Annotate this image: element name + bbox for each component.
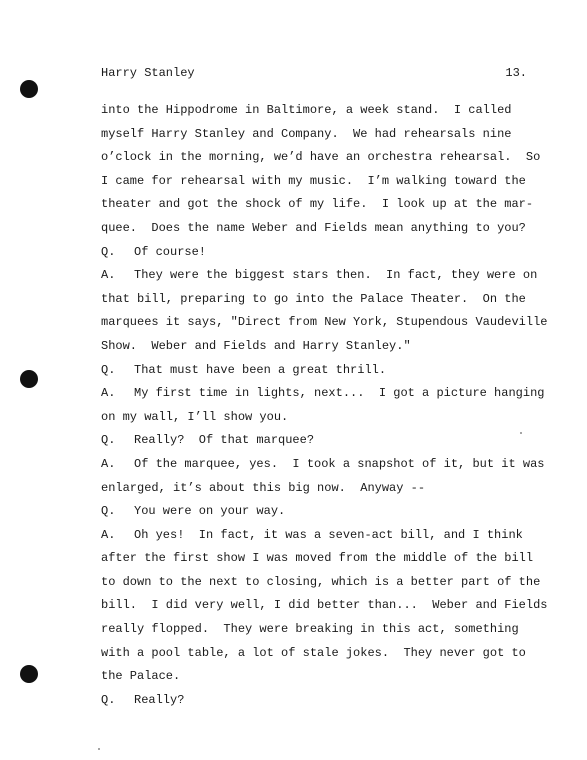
line-text: the Palace. xyxy=(101,669,181,684)
transcript-line xyxy=(101,617,531,641)
line-text: Of the marquee, yes. I took a snapshot of it, but it was xyxy=(134,456,545,471)
transcript-line xyxy=(101,216,531,240)
line-text: o’clock in the morning, we’d have an orchestra rehearsal. So xyxy=(101,150,541,165)
transcript-line xyxy=(101,476,531,500)
line-text: really flopped. They were breaking in this act, something xyxy=(101,622,519,637)
transcript-line xyxy=(101,428,531,452)
transcript-line xyxy=(101,334,531,358)
transcript-line xyxy=(101,145,541,169)
line-text: Show. Weber and Fields and Harry Stanley." xyxy=(101,338,411,353)
line-text: on my wall, I’ll show you. xyxy=(101,409,289,424)
transcript-line xyxy=(101,287,531,311)
line-text: bill. I did very well, I did better than... Weber and Fields xyxy=(101,598,548,613)
speaker-label: A. xyxy=(101,527,116,542)
transcript-line xyxy=(101,381,545,405)
transcript-line xyxy=(101,310,548,334)
line-text: Really? xyxy=(134,692,185,707)
scan-speck xyxy=(98,748,100,750)
line-text: after the first show I was moved from the middle of the bill xyxy=(101,551,534,566)
transcript-line xyxy=(101,452,545,476)
line-text: That must have been a great thrill. xyxy=(134,362,387,377)
header-name: Harry Stanley xyxy=(101,66,195,80)
binder-hole xyxy=(20,80,38,98)
transcript-line xyxy=(101,122,531,146)
transcript-line xyxy=(101,546,534,570)
transcript-line xyxy=(101,641,531,665)
line-text: Of course! xyxy=(134,244,207,259)
transcript-line xyxy=(101,240,531,264)
line-text: that bill, preparing to go into the Palace Theater. On the xyxy=(101,291,526,306)
line-text: with a pool table, a lot of stale jokes. They never got to xyxy=(101,645,526,660)
speaker-label: Q. xyxy=(101,244,116,259)
transcript-line xyxy=(101,593,548,617)
page-header xyxy=(101,66,527,82)
speaker-label: Q. xyxy=(101,362,116,377)
transcript-line xyxy=(101,664,531,688)
transcript-line xyxy=(101,192,534,216)
transcript-line xyxy=(101,98,531,122)
transcript-line xyxy=(101,358,531,382)
binder-hole xyxy=(20,665,38,683)
line-text: Really? Of that marquee? xyxy=(134,433,315,448)
transcript-line xyxy=(101,570,541,594)
line-text: marquees it says, "Direct from New York, Stupendous Vaudeville xyxy=(101,315,548,330)
line-text: Oh yes! In fact, it was a seven-act bill, and I think xyxy=(134,527,523,542)
line-text: myself Harry Stanley and Company. We had rehearsals nine xyxy=(101,126,512,141)
transcript-line xyxy=(101,405,531,429)
binder-hole xyxy=(20,370,38,388)
transcript-line xyxy=(101,169,531,193)
transcript-line xyxy=(101,499,531,523)
transcript-line xyxy=(101,523,531,547)
transcript-line xyxy=(101,263,538,287)
line-text: I came for rehearsal with my music. I’m walking toward the xyxy=(101,173,526,188)
line-text: You were on your way. xyxy=(134,504,286,519)
transcript-body xyxy=(101,98,548,711)
line-text: They were the biggest stars then. In fact, they were on xyxy=(134,268,538,283)
speaker-label: A. xyxy=(101,386,116,401)
line-text: enlarged, it’s about this big now. Anyway -- xyxy=(101,480,426,495)
transcript-line xyxy=(101,688,531,712)
line-text: to down to the next to closing, which is a better part of the xyxy=(101,574,541,589)
page-number: 13. xyxy=(505,66,527,80)
speaker-label: Q. xyxy=(101,692,116,707)
line-text: My first time in lights, next... I got a picture hanging xyxy=(134,386,545,401)
speaker-label: Q. xyxy=(101,433,116,448)
line-text: quee. Does the name Weber and Fields mean anything to you? xyxy=(101,220,526,235)
speaker-label: Q. xyxy=(101,504,116,519)
line-text: theater and got the shock of my life. I look up at the mar- xyxy=(101,197,534,212)
speaker-label: A. xyxy=(101,456,116,471)
speaker-label: A. xyxy=(101,268,116,283)
scan-speck xyxy=(520,432,522,434)
line-text: into the Hippodrome in Baltimore, a week stand. I called xyxy=(101,103,512,117)
